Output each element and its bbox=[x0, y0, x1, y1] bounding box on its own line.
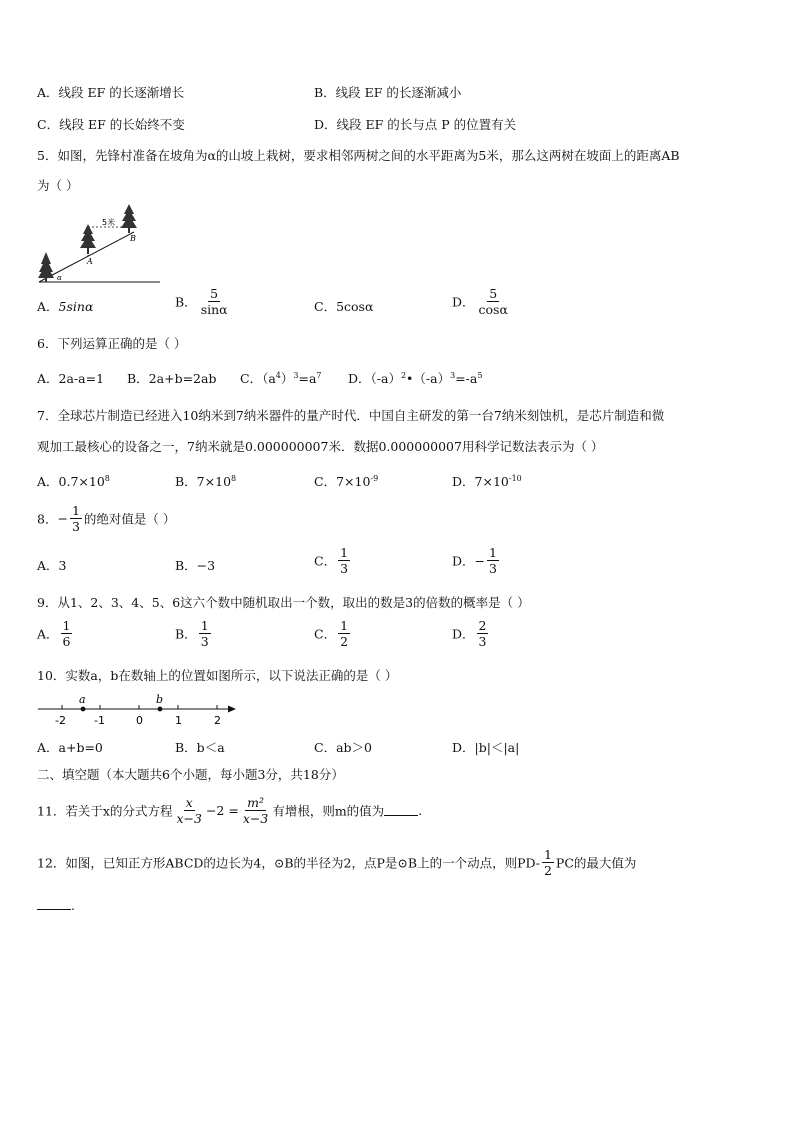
distance-label: 5米 bbox=[102, 218, 116, 227]
q6-question: 6．下列运算正确的是（ ） bbox=[37, 336, 187, 351]
q4-option-b: B．线段 EF 的长逐渐减小 bbox=[314, 85, 462, 100]
tick-label: 0 bbox=[136, 714, 143, 727]
q10-option-d: D．|b|＜|a| bbox=[452, 740, 520, 755]
point-a-label: A bbox=[87, 257, 93, 266]
q4-option-c: C．线段 EF 的长始终不变 bbox=[37, 117, 185, 132]
point-b-label: b bbox=[156, 693, 164, 706]
q5-option-b: B． $\frac{5}{\sin\alpha}$ bbox=[175, 286, 228, 318]
q4-option-d: D．线段 EF 的长与点 P 的位置有关 bbox=[314, 117, 517, 132]
q6-option-d: D．$(-a)^2•(-a)^3=-a^5$ bbox=[348, 370, 483, 386]
q7-option-d: D．$7\times 10^{-10}$ bbox=[452, 473, 522, 489]
q4-option-a: A．线段 EF 的长逐渐增长 bbox=[37, 85, 185, 100]
q8-option-c: C． $\frac{1}{3}$ bbox=[314, 545, 349, 577]
q11-question: 11．若关于x的分式方程 $\frac{x}{x-3}$ −2 = $\frac{\text{m²}}{x-3}$ 有增根，则m的值为 . bbox=[37, 795, 423, 827]
q9-question: 9．从1、2、3、4、5、6这六个数中随机取出一个数，取出的数是3的倍数的概率是（ ） bbox=[37, 595, 530, 610]
q8-option-a: A．3 bbox=[37, 558, 67, 573]
q10-option-b: B．b＜a bbox=[175, 740, 225, 755]
q9-option-c: C． $\frac{1}{2}$ bbox=[314, 618, 349, 650]
q7-question-line2: 观加工最核心的设备之一，7纳米就是0.000000007米．数据0.000000007用科学记数法表示为（ ） bbox=[37, 439, 604, 454]
tree-icon-2 bbox=[80, 224, 96, 254]
tree-icon-3 bbox=[121, 204, 137, 233]
tick-label: 1 bbox=[175, 714, 182, 727]
q9-option-b: B． $\frac{1}{3}$ bbox=[175, 618, 209, 650]
number-line-figure bbox=[36, 690, 241, 728]
q6-option-c: C．$(a^4)^3=a^7$ bbox=[240, 370, 322, 386]
q5-option-a: A．5sinα bbox=[37, 299, 94, 314]
point-b bbox=[158, 707, 163, 712]
q5-option-c: C．5cosα bbox=[314, 299, 374, 314]
tick-label: -2 bbox=[55, 714, 66, 727]
q5-option-d: D． $\frac{5}{\cos\alpha}$ bbox=[452, 286, 508, 318]
q5-question-line2: 为（ ） bbox=[37, 178, 79, 193]
slope-figure bbox=[33, 200, 163, 286]
q10-option-c: C．ab＞0 bbox=[314, 740, 372, 755]
point-a-label: a bbox=[79, 693, 86, 706]
point-b-label: B bbox=[130, 234, 136, 243]
q12-question: 12．如图，已知正方形ABCD的边长为4，⊙B的半径为2，点P是⊙B上的一个动点，则PD- $\frac{1}{2}$ PC的最大值为 bbox=[37, 847, 637, 879]
q7-option-b: B．$7\times 10^8$ bbox=[175, 473, 237, 489]
q5-question-line1: 5．如图，先锋村准备在坡角为α的山坡上栽树，要求相邻两树之间的水平距离为5米，那么这两树在坡面上的距离AB bbox=[37, 148, 680, 163]
q7-question-line1: 7．全球芯片制造已经进入10纳米到7纳米器件的量产时代．中国自主研发的第一台7纳米刻蚀机，是芯片制造和微 bbox=[37, 408, 665, 423]
q6-option-b: B．2a+b=2ab bbox=[127, 371, 217, 386]
tree-icon-1 bbox=[38, 252, 54, 282]
q9-option-a: A． $\frac{1}{6}$ bbox=[37, 618, 71, 650]
q7-option-a: A．$0.7\times 10^8$ bbox=[37, 473, 110, 489]
q8-option-b: B．−3 bbox=[175, 558, 216, 573]
q9-option-d: D． $\frac{2}{3}$ bbox=[452, 618, 487, 650]
tick-label: 2 bbox=[214, 714, 221, 727]
q10-option-a: A．a+b=0 bbox=[37, 740, 103, 755]
answer-blank[interactable] bbox=[37, 899, 71, 910]
q6-option-a: A．2a-a=1 bbox=[37, 371, 105, 386]
q7-option-c: C．$7\times 10^{-9}$ bbox=[314, 473, 379, 489]
answer-blank[interactable] bbox=[384, 805, 418, 816]
section-heading: 二、填空题（本大题共6个小题，每小题3分，共18分） bbox=[37, 767, 344, 782]
q8-option-d: D．− $\frac{1}{3}$ bbox=[452, 545, 497, 577]
axis-arrow-icon bbox=[228, 706, 236, 713]
tick-label: -1 bbox=[94, 714, 105, 727]
q10-question: 10．实数a，b在数轴上的位置如图所示，以下说法正确的是（ ） bbox=[37, 668, 398, 683]
q8-question: 8．− $\frac{1}{3}$ 的绝对值是（ ） bbox=[37, 503, 176, 535]
angle-alpha-label: α bbox=[57, 274, 62, 282]
q12-answer-line: . bbox=[37, 898, 75, 913]
point-a bbox=[81, 707, 86, 712]
